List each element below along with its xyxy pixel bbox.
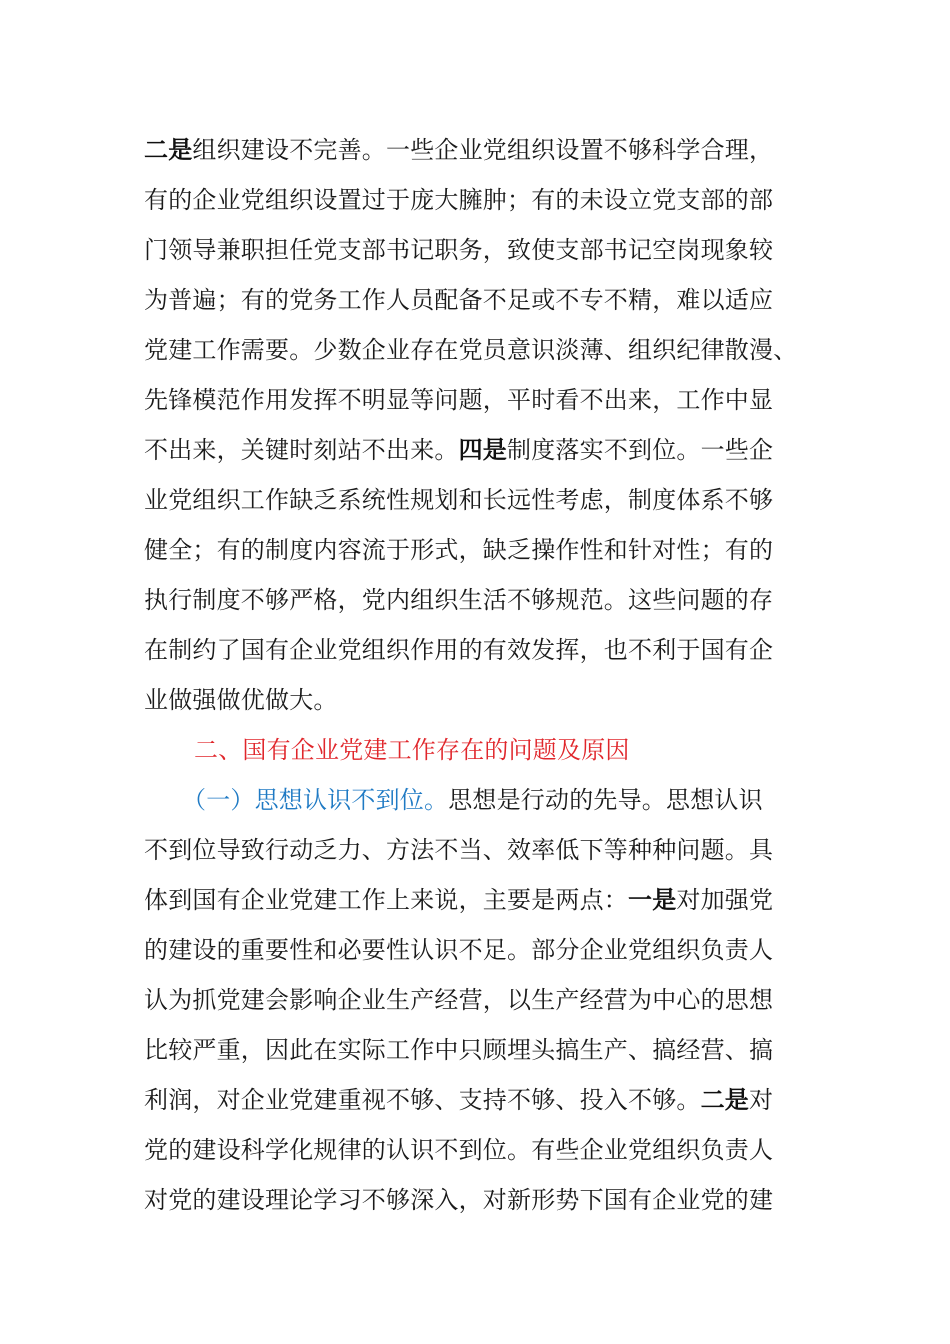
paragraph-line-18 <box>144 1034 804 1066</box>
line-text: 有的企业党组织设置过于庞大臃肿；有的未设立党支部的部 <box>144 186 774 214</box>
paragraph-line-9 <box>144 534 804 566</box>
bold-lead: 四是 <box>458 436 508 464</box>
line-text: 体到国有企业党建工作上来说，主要是两点： <box>144 886 628 914</box>
bold-lead: 二是 <box>144 136 193 164</box>
line-text: 业做强做优做大。 <box>144 686 338 714</box>
line-text: 业党组织工作缺乏系统性规划和长远性考虑，制度体系不够 <box>144 486 774 514</box>
line-text: 对党的建设理论学习不够深入，对新形势下国有企业党的建 <box>144 1186 774 1214</box>
bold-lead: 一是 <box>628 886 677 914</box>
paragraph-line-13 <box>182 784 842 816</box>
paragraph-line-8 <box>144 484 804 516</box>
line-text: 对加强党 <box>676 886 774 914</box>
line-text: 门领导兼职担任党支部书记职务，致使支部书记空岗现象较 <box>144 236 774 264</box>
paragraph-line-5 <box>144 334 804 366</box>
paragraph-line-4 <box>144 284 804 316</box>
paragraph-line-11 <box>144 634 804 666</box>
line-text: 的建设的重要性和必要性认识不足。部分企业党组织负责人 <box>144 936 774 964</box>
line-text: 执行制度不够严格，党内组织生活不够规范。这些问题的存 <box>144 586 774 614</box>
paragraph-line-19 <box>144 1084 804 1116</box>
paragraph-line-21 <box>144 1184 804 1216</box>
bold-lead: 二是 <box>700 1086 750 1114</box>
paragraph-line-7 <box>144 434 804 466</box>
section-heading <box>194 734 854 766</box>
paragraph-line-14 <box>144 834 804 866</box>
line-text: 为普遍；有的党务工作人员配备不足或不专不精，难以适应 <box>144 286 774 314</box>
paragraph-line-10 <box>144 584 804 616</box>
paragraph-line-2 <box>144 184 804 216</box>
line-text: 认为抓党建会影响企业生产经营，以生产经营为中心的思想 <box>144 986 774 1014</box>
line-text: 比较严重，因此在实际工作中只顾埋头搞生产、搞经营、搞 <box>144 1036 774 1064</box>
paragraph-line-17 <box>144 984 804 1016</box>
line-text: 党建工作需要。少数企业存在党员意识淡薄、组织纪律散漫、 <box>144 336 798 364</box>
paragraph-line-1 <box>144 134 804 166</box>
line-text: 健全；有的制度内容流于形式，缺乏操作性和针对性；有的 <box>144 536 774 564</box>
line-text: 思想是行动的先导。思想认识 <box>448 786 763 814</box>
heading-text: 二、国有企业党建工作存在的问题及原因 <box>194 736 630 764</box>
line-text: 对 <box>749 1086 774 1114</box>
line-text: 党的建设科学化规律的认识不到位。有些企业党组织负责人 <box>144 1136 774 1164</box>
subsection-heading: （一）思想认识不到位。 <box>182 786 449 814</box>
paragraph-line-12 <box>144 684 804 716</box>
line-text: 组织建设不完善。一些企业党组织设置不够科学合理， <box>192 136 774 164</box>
line-text: 在制约了国有企业党组织作用的有效发挥，也不利于国有企 <box>144 636 774 664</box>
line-text: 先锋模范作用发挥不明显等问题，平时看不出来，工作中显 <box>144 386 774 414</box>
line-text: 不到位导致行动乏力、方法不当、效率低下等种种问题。具 <box>144 836 774 864</box>
line-text: 利润，对企业党建重视不够、支持不够、投入不够。 <box>144 1086 701 1114</box>
paragraph-line-6 <box>144 384 804 416</box>
paragraph-line-16 <box>144 934 804 966</box>
paragraph-line-15 <box>144 884 804 916</box>
paragraph-line-3 <box>144 234 804 266</box>
line-text: 制度落实不到位。一些企 <box>507 436 774 464</box>
paragraph-line-20 <box>144 1134 804 1166</box>
line-text: 不出来，关键时刻站不出来。 <box>144 436 459 464</box>
